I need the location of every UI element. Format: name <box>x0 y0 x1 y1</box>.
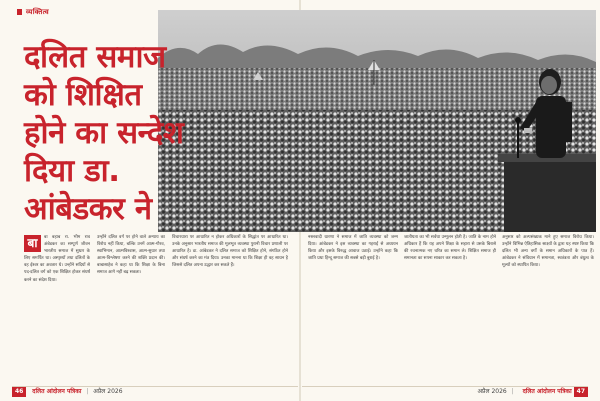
headline-line-4: दिया डा. <box>24 153 120 189</box>
body-column-5 <box>404 234 496 384</box>
column-1-text: बा बहाब रा. भीम राव अंबेडकर का सम्पूर्ण जीवन भारतीय समाज में सुधार के लिए समर्पित था। अस्पृश्यों तथा दलितों के वह ईश्वर का अवतार थे। उन्होंने सदियों से पद-दलित वर्ग को एक शिक्षित होकर संघर्ष करने का संदेश दिया। <box>24 235 90 283</box>
headline-line-2: को शिक्षित <box>24 77 142 113</box>
headline-line-1: दलित समाज <box>24 39 166 75</box>
footer-right <box>302 386 588 396</box>
section-tag: व्यक्तित्व <box>26 8 49 16</box>
page-number-left: 46 <box>12 387 26 397</box>
body-column-6 <box>502 234 594 384</box>
publication-name-right: दलित आंदोलन पत्रिका <box>522 388 572 395</box>
body-column-4 <box>308 234 398 384</box>
issue-date-left: अप्रैल 2026 <box>93 388 123 395</box>
issue-date-right: अप्रैल 2026 <box>477 388 507 395</box>
crowd-photo <box>158 10 596 232</box>
headline-line-5: आंबेडकर ने <box>24 191 152 227</box>
column-3-text: विचारधारा पर आधारित न होकर अधिकारों के सिद्धांत पर आधारित था। उनके अनुसार भारतीय समाज की मूलभूत व्यवस्था पुरानी विचार प्रणाली पर आधारित है। डा. आंबेडकर ने दलित समाज को शिक्षित होने, संगठित होने और संघर्ष करने का मंत्र दिया। उनका मानना था कि शिक्षा ही वह साधन है जिससे दलित अपना उद्धार कर सकते हैं। <box>172 235 288 269</box>
footer-separator-left: | <box>86 388 89 395</box>
headline-line-3: होने का सन्देश <box>24 115 184 151</box>
column-5-text: जातीयता का भी सर्वथा उन्मूलन होती है। जाति के नाम होने अधिकार हैं कि यह अपने शिक्षा के सहारा से उसके बिरासे की रचनात्मक नए चरित्र का समान ले। शिक्षित समाज ही समानता का सपना साकार कर सकता है। <box>404 235 496 262</box>
body-column-1 <box>24 234 90 384</box>
body-column-3 <box>172 234 288 384</box>
footer-separator-right: | <box>511 388 514 395</box>
drop-cap: बा <box>24 235 41 252</box>
photo-illustration <box>158 10 596 232</box>
footer-left <box>12 386 298 396</box>
publication-name-left: दलित आंदोलन पत्रिका <box>32 388 82 395</box>
page-number-right: 47 <box>574 387 588 397</box>
body-column-2 <box>97 234 165 384</box>
article-headline <box>24 38 214 228</box>
column-2-text: उन्होंने दलित वर्ग पर होने वाले अन्याय का विरोध नहीं किया, बल्कि उनमें आत्म-गौरव, स्वाभिमान, आत्मविश्वास, आत्म-सुधार तथा आत्म-विश्लेषण करने की शक्ति प्रदान की। बाबासाहेब ने कहा था कि शिक्षा के बिना समाज आगे नहीं बढ़ सकता। <box>97 235 165 276</box>
column-6-text: अनुसार को अल्पसंख्यक माने हुए समाज विरोध किया। उन्होंने विभिन्न ऐतिहासिक साक्ष्यों के द्वारा यह स्पष्ट किया कि दलित भी अन्य वर्गों के समान अधिकारों के पात्र हैं। आंबेडकर ने संविधान में समानता, स्वतंत्रता और बंधुत्व के मूल्यों को स्थापित किया। <box>502 235 594 269</box>
column-4-text: नस्लवादी धारणा ने समाज में जाति व्यवस्था को जन्म दिया। आंबेडकर ने इस व्यवस्था का गहराई से अध्ययन किया और इसके विरुद्ध आवाज उठाई। उन्होंने कहा कि जाति प्रथा हिन्दू समाज की सबसे बड़ी बुराई है। <box>308 235 398 262</box>
